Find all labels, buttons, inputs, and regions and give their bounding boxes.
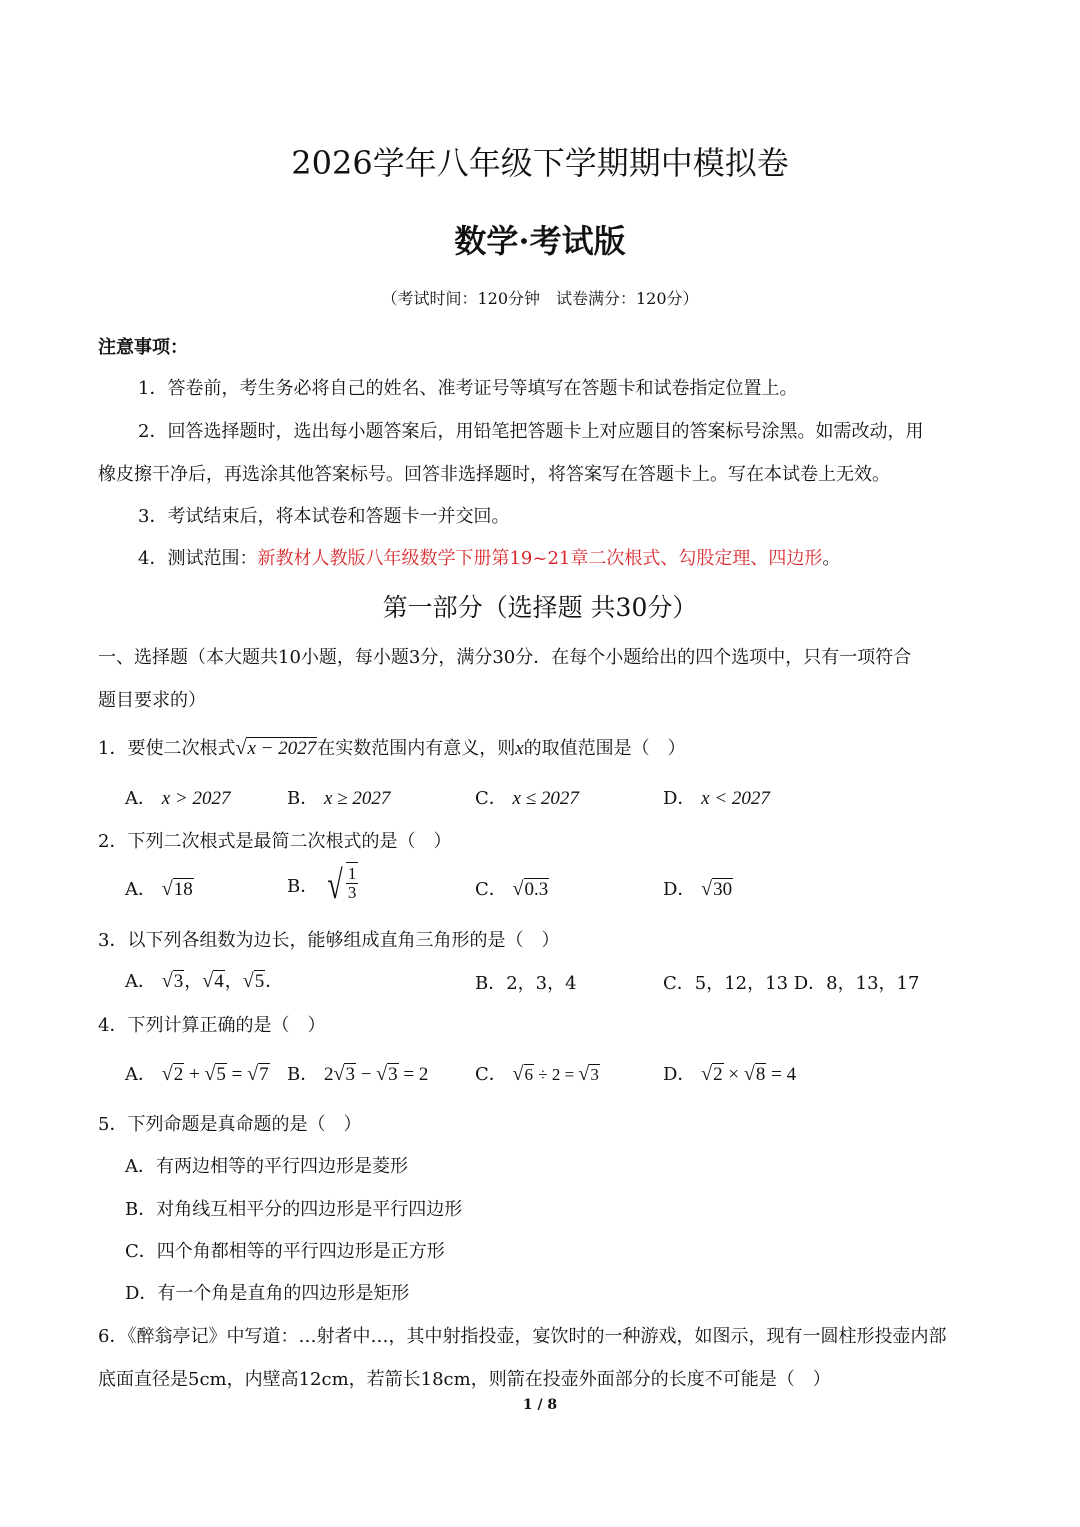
q2-option-b: [287, 862, 358, 908]
sqrt-expression: √3: [161, 970, 184, 992]
exam-subtitle: 数学·考试版: [454, 222, 626, 260]
option-label: A．: [125, 788, 156, 809]
radicand: 8: [755, 1064, 766, 1085]
q5-option-a: A．有两边相等的平行四边形是菱形: [125, 1156, 408, 1177]
q5-option-d: D．有一个角是直角的四边形是矩形: [125, 1283, 410, 1304]
q3-options-c-d: C．5，12，13 D．8，13，17: [663, 973, 920, 994]
q5-option-b: B．对角线互相平分的四边形是平行四边形: [125, 1199, 463, 1220]
sqrt-expression: √4: [202, 970, 224, 992]
exam-title: 2026学年八年级下学期期中模拟卷: [291, 144, 789, 182]
operator: =: [226, 1064, 248, 1085]
option-value: x ≤ 2027: [512, 788, 579, 809]
math-expression: 2√3 − √3 = 2: [323, 1063, 429, 1085]
option-label: C．: [475, 788, 507, 809]
end-mark: ．: [265, 971, 284, 992]
question-5-stem: 5．下列命题是真命题的是（ ）: [98, 1114, 362, 1135]
note-3: 3．考试结束后，将本试卷和答题卡一并交回。: [138, 506, 510, 527]
q4-option-d: [663, 1060, 796, 1086]
question-1-stem: [98, 734, 686, 760]
q3-option-b: B．2，3，4: [475, 973, 577, 994]
q1-option-d: [663, 784, 770, 810]
option-label: D．: [663, 1064, 696, 1085]
denominator: 3: [347, 883, 357, 902]
radicand: 5: [216, 1064, 226, 1085]
option-label: A．: [125, 1064, 156, 1085]
q1-variable: x: [515, 738, 524, 759]
option-value: x < 2027: [701, 788, 770, 809]
q1-option-c: [475, 784, 579, 810]
note-2: 2．回答选择题时，选出每小题答案后，用铅笔把答题卡上对应题目的答案标号涂黑。如需改动，用: [138, 421, 924, 442]
radicand: 4: [214, 971, 224, 992]
question-3-stem: 3．以下列各组数为边长，能够组成直角三角形的是（ ）: [98, 930, 560, 951]
operator: ÷ 2 =: [534, 1065, 579, 1084]
section-title: 第一部分（选择题 共30分）: [382, 593, 698, 622]
q1-stem-part: 的取值范围是（ ）: [523, 738, 686, 759]
operator: ×: [723, 1064, 744, 1085]
radicand: 7: [259, 1064, 269, 1085]
exam-info: （考试时间：120分钟 试卷满分：120分）: [381, 289, 699, 308]
operator: = 4: [766, 1064, 797, 1085]
q3-option-a: [125, 967, 283, 993]
math-expression: √6 ÷ 2 = √3: [512, 1063, 599, 1085]
radicand: 18: [173, 879, 193, 900]
q5-option-c: C．四个角都相等的平行四边形是正方形: [125, 1241, 445, 1262]
question-4-stem: 4．下列计算正确的是（ ）: [98, 1015, 326, 1036]
test-scope: 新教材人教版八年级数学下册第19~21章二次根式、勾股定理、四边形: [257, 548, 823, 569]
q4-option-c: [475, 1060, 600, 1086]
note-1: 1．答卷前，考生务必将自己的姓名、准考证号等填写在答题卡和试卷指定位置上。: [138, 378, 798, 399]
option-label: C．: [475, 1064, 507, 1085]
page-number: 1 / 8: [522, 1397, 558, 1413]
q4-option-b: [287, 1060, 428, 1086]
radicand: 3: [388, 1064, 398, 1085]
option-value: x ≥ 2027: [323, 788, 391, 809]
math-expression: √2 × √8 = 4: [701, 1063, 797, 1085]
note-2-continued: 橡皮擦干净后，再选涂其他答案标号。回答非选择题时，将答案写在答题卡上。写在本试卷上无效。: [98, 464, 890, 485]
radicand: 2: [713, 1064, 723, 1085]
sqrt-expression: √18: [161, 878, 193, 900]
option-label: A．: [125, 879, 156, 900]
sqrt-expression: √30: [701, 878, 733, 900]
operator: +: [184, 1064, 205, 1085]
math-expression: √2 + √5 = √7: [161, 1063, 269, 1085]
question-6-line-1: 6．《醉翁亭记》中写道：…射者中…，其中射指投壶，宴饮时的一种游戏，如图示，现有一圆柱形投壶内部: [98, 1326, 947, 1347]
q4-option-a: [125, 1060, 270, 1086]
coefficient: 2: [323, 1064, 334, 1085]
notes-heading: 注意事项：: [98, 337, 188, 358]
radicand: 30: [713, 879, 733, 900]
radicand: 3: [345, 1064, 355, 1085]
numerator: 1: [347, 864, 357, 883]
radicand: 6: [524, 1065, 533, 1084]
note-4: [138, 544, 840, 570]
sqrt-fraction: √ $\frac{1}{3}$: [327, 862, 357, 907]
q1-option-a: [125, 784, 231, 810]
option-label: B．: [287, 788, 319, 809]
operator: = 2: [398, 1064, 429, 1085]
radicand: 0.3: [524, 879, 549, 900]
option-label: A．: [125, 971, 156, 992]
radicand: 3: [590, 1065, 599, 1084]
q1-radical: √x − 2027: [235, 737, 317, 759]
q2-option-d: [663, 875, 733, 901]
sqrt-expression: √0.3: [512, 878, 549, 900]
option-label: C．: [475, 879, 507, 900]
option-value: x > 2027: [161, 788, 231, 809]
option-label: D．: [663, 879, 696, 900]
question-2-stem: 2．下列二次根式是最简二次根式的是（ ）: [98, 831, 452, 852]
option-label: B．: [287, 876, 319, 897]
separator: ，: [184, 971, 203, 992]
q1-stem-part: 1．要使二次根式: [98, 738, 236, 759]
radicand: 5: [254, 971, 265, 992]
separator: ，: [224, 971, 243, 992]
sqrt-expression: √5: [242, 970, 265, 992]
radicand: 3: [173, 971, 184, 992]
note-4-prefix: 4．测试范围：: [138, 548, 258, 569]
q2-option-c: [475, 875, 549, 901]
note-4-suffix: 。: [822, 548, 841, 569]
radicand: 2: [173, 1064, 184, 1085]
q1-stem-part: 在实数范围内有意义，则: [317, 738, 516, 759]
operator: −: [355, 1064, 377, 1085]
section-instruction-2: 题目要求的）: [98, 690, 206, 711]
option-label: B．: [287, 1064, 319, 1085]
q1-option-b: [287, 784, 390, 810]
question-6-line-2: 底面直径是5cm，内壁高12cm，若箭长18cm，则箭在投壶外面部分的长度不可能是（ ）: [98, 1369, 831, 1390]
q1-radicand: x − 2027: [247, 738, 317, 759]
q2-option-a: [125, 875, 194, 901]
option-label: D．: [663, 788, 696, 809]
section-instruction-1: 一、选择题（本大题共10小题，每小题3分，满分30分．在每个小题给出的四个选项中，只有一项符合: [98, 647, 912, 668]
